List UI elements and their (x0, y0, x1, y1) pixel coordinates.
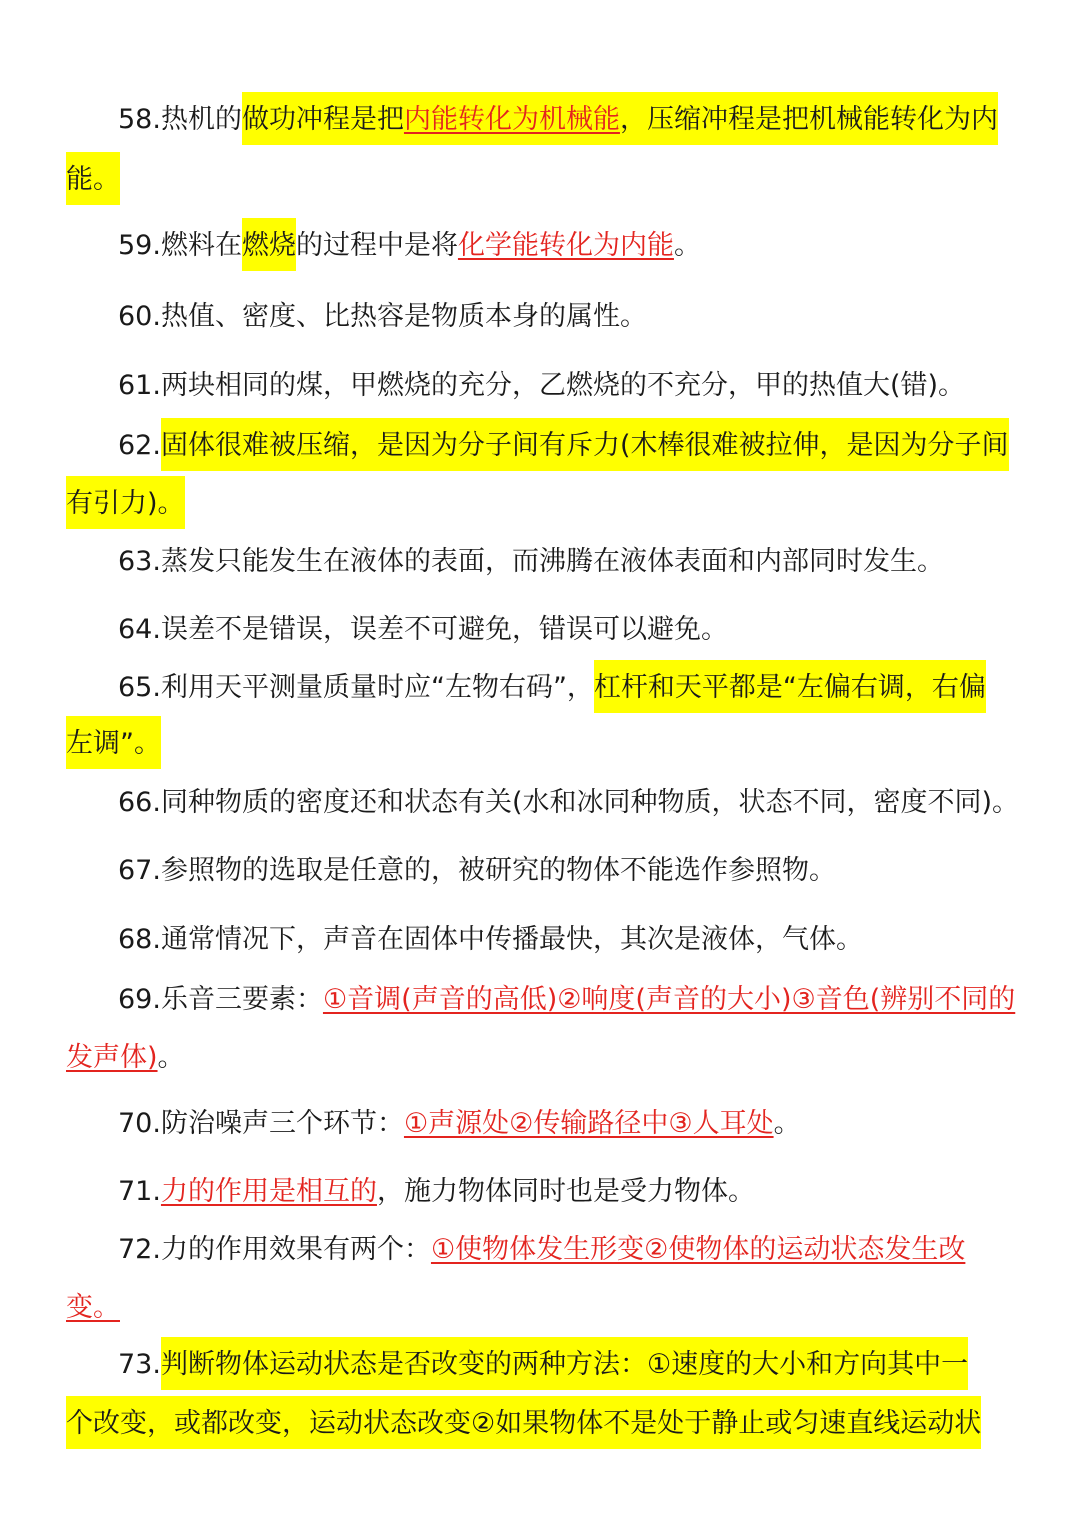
item-number: 61. (118, 370, 161, 401)
item-58-continuation (66, 162, 1016, 198)
text: 两块相同的煤，甲燃烧的充分，乙燃烧的不充分，甲的热值大(错)。 (160, 370, 966, 401)
item-72 (118, 1232, 1008, 1268)
red-underlined-text: ①声源处②传输路径中③人耳处 (403, 1108, 774, 1139)
highlight-text: 固体很难被压缩，是因为分子间有斥力(木棒很难被拉伸，是因为分子间 (161, 418, 1009, 471)
text: 力的作用效果有两个： (160, 1234, 431, 1265)
text: 。 (773, 1108, 801, 1139)
red-underlined-text: 力的作用是相互的 (160, 1176, 377, 1207)
text: 蒸发只能发生在液体的表面，而沸腾在液体表面和内部同时发生。 (160, 546, 944, 577)
item-number: 71. (118, 1176, 161, 1207)
highlight-text: 燃烧 (242, 218, 296, 271)
item-number: 58. (118, 104, 161, 135)
text: 的过程中是将 (295, 230, 458, 261)
item-number: 62. (118, 430, 161, 461)
item-62-continuation (66, 486, 1016, 522)
text: 。 (157, 1042, 185, 1073)
text: 燃料在 (160, 230, 242, 261)
item-67 (118, 853, 1008, 889)
text: 通常情况下，声音在固体中传播最快，其次是液体，气体。 (160, 924, 863, 955)
highlight-text: 杠杆和天平都是“左偏右调，右偏 (594, 660, 986, 713)
highlight-text: ，压缩冲程是把机械能转化为内 (619, 104, 998, 135)
item-64 (118, 612, 1008, 648)
item-number: 68. (118, 924, 161, 955)
item-68 (118, 922, 1008, 958)
item-number: 72. (118, 1234, 161, 1265)
text: 热值、密度、比热容是物质本身的属性。 (160, 301, 647, 332)
highlight-text: 判断物体运动状态是否改变的两种方法：①速度的大小和方向其中一 (161, 1337, 968, 1390)
item-71 (118, 1174, 1008, 1210)
text: 热机的 (160, 104, 242, 135)
item-number: 69. (118, 984, 161, 1015)
item-63 (118, 544, 1008, 580)
item-65 (118, 670, 1008, 706)
highlight-text: 左调”。 (66, 716, 161, 769)
red-underlined-text: 化学能转化为内能 (457, 230, 674, 261)
item-number: 64. (118, 614, 161, 645)
item-number: 60. (118, 301, 161, 332)
text: 利用天平测量质量时应“左物右码”， (160, 672, 594, 703)
item-number: 70. (118, 1108, 161, 1139)
text: ，施力物体同时也是受力物体。 (376, 1176, 755, 1207)
item-number: 65. (118, 672, 161, 703)
item-73-continuation (66, 1406, 1016, 1442)
item-65-continuation (66, 726, 1016, 762)
red-underlined-text: ①使物体发生形变②使物体的运动状态发生改 (430, 1234, 966, 1265)
item-62 (118, 428, 1008, 464)
item-number: 67. (118, 855, 161, 886)
text: 同种物质的密度还和状态有关(水和冰同种物质，状态不同，密度不同)。 (160, 787, 1020, 818)
red-underlined-text: 内能转化为机械能 (403, 104, 620, 135)
item-69 (118, 982, 1016, 1018)
text: 乐音三要素： (160, 984, 323, 1015)
red-underlined-text: ①音调(声音的高低)②响度(声音的大小)③音色(辨别不同的 (322, 984, 1016, 1015)
highlight-text: 能。 (66, 152, 120, 205)
highlight (242, 92, 998, 145)
item-number: 66. (118, 787, 161, 818)
item-61 (118, 368, 1008, 404)
red-underlined-text: 发声体) (66, 1042, 158, 1073)
item-number: 63. (118, 546, 161, 577)
text: 防治噪声三个环节： (160, 1108, 404, 1139)
red-underlined-text: 变。 (66, 1292, 120, 1323)
text: 参照物的选取是任意的，被研究的物体不能选作参照物。 (160, 855, 836, 886)
item-59 (118, 228, 1008, 264)
item-60 (118, 299, 1008, 335)
highlight-text: 有引力)。 (66, 476, 185, 529)
item-69-continuation (66, 1040, 1016, 1076)
text: 误差不是错误，误差不可避免，错误可以避免。 (160, 614, 728, 645)
item-58 (118, 102, 1008, 138)
highlight-text: 个改变，或都改变，运动状态改变②如果物体不是处于静止或匀速直线运动状 (66, 1396, 981, 1449)
item-72-continuation (66, 1290, 1016, 1326)
item-66 (118, 785, 1020, 821)
item-70 (118, 1106, 1008, 1142)
highlight-text: 做功冲程是把 (241, 104, 404, 135)
item-number: 73. (118, 1349, 161, 1380)
item-73 (118, 1347, 1008, 1383)
item-number: 59. (118, 230, 161, 261)
text: 。 (673, 230, 701, 261)
